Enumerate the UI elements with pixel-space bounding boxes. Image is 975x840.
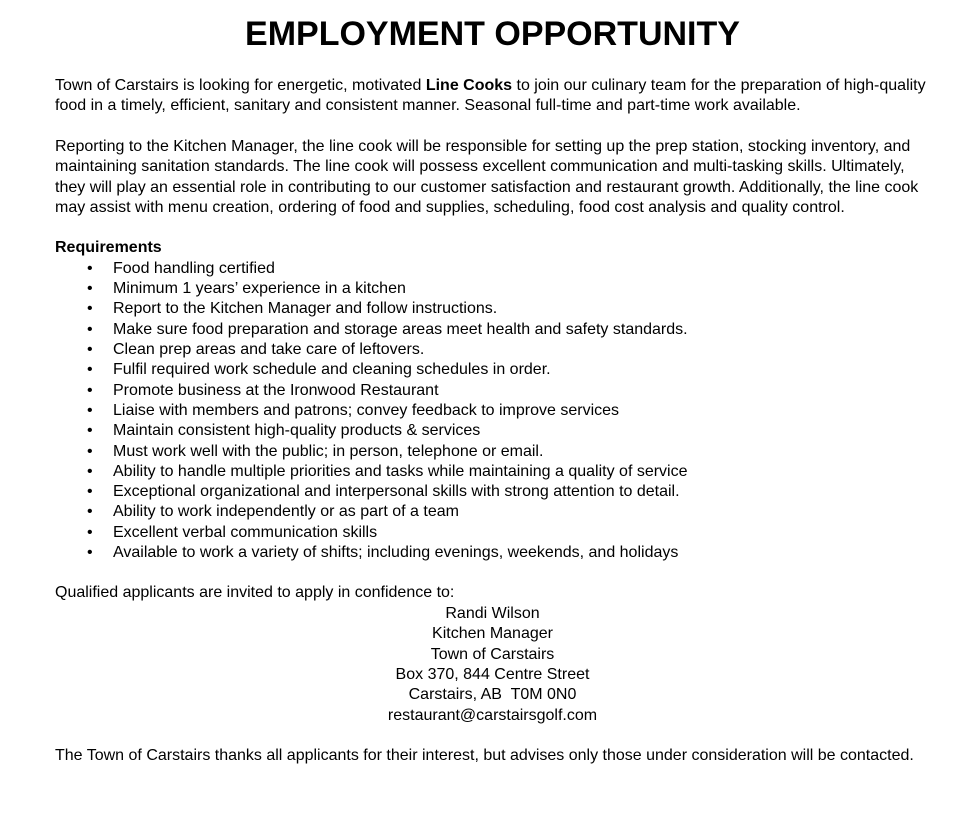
requirement-item bbox=[55, 299, 930, 319]
closing-paragraph: The Town of Carstairs thanks all applicants for their interest, but advises only those under consideration will be contacted. bbox=[55, 747, 914, 765]
intro-paragraph bbox=[55, 76, 930, 117]
requirement-text: Available to work a variety of shifts; including evenings, weekends, and holidays bbox=[113, 544, 679, 561]
requirement-item bbox=[55, 279, 930, 299]
bullet-icon: • bbox=[87, 361, 93, 379]
bullet-icon: • bbox=[87, 422, 93, 440]
bullet-icon: • bbox=[87, 523, 93, 541]
job-posting-document bbox=[55, 0, 930, 767]
requirements-list bbox=[55, 259, 930, 563]
contact-city: Carstairs, AB T0M 0N0 bbox=[408, 686, 577, 704]
requirement-item bbox=[55, 381, 930, 401]
requirement-item bbox=[55, 320, 930, 340]
bullet-icon: • bbox=[87, 259, 93, 277]
requirement-text: Report to the Kitchen Manager and follow instructions. bbox=[113, 300, 498, 318]
contact-block bbox=[55, 604, 930, 726]
requirement-item bbox=[55, 502, 930, 522]
requirement-item bbox=[55, 401, 930, 421]
requirement-text: Exceptional organizational and interpersonal skills with strong attention to detail. bbox=[113, 483, 680, 501]
job-title-highlight: Line Cooks bbox=[425, 77, 513, 94]
bullet-icon: • bbox=[87, 544, 93, 561]
requirement-text: Must work well with the public; in person, telephone or email. bbox=[113, 442, 544, 460]
intro-text-end: to join our culinary team for the preparation of high-quality food in a timely, efficient, sanitary and consistent manner. Seasonal full-time and part-time work available. bbox=[55, 77, 926, 115]
requirement-text: Make sure food preparation and storage areas meet health and safety standards. bbox=[113, 320, 688, 338]
bullet-icon: • bbox=[87, 341, 93, 359]
bullet-icon: • bbox=[87, 442, 93, 460]
requirement-text: Food handling certified bbox=[113, 259, 275, 277]
requirement-item bbox=[55, 523, 930, 543]
requirement-item bbox=[55, 360, 930, 380]
requirement-item bbox=[55, 482, 930, 502]
bullet-icon: • bbox=[87, 300, 93, 318]
contact-address: Box 370, 844 Centre Street bbox=[395, 665, 590, 683]
bullet-icon: • bbox=[87, 320, 93, 338]
requirement-item bbox=[55, 543, 930, 563]
requirement-text: Ability to work independently or as part of a team bbox=[113, 503, 459, 521]
bullet-icon: • bbox=[87, 381, 93, 399]
contact-position: Kitchen Manager bbox=[432, 625, 553, 643]
requirement-text: Fulfil required work schedule and cleaning schedules in order. bbox=[113, 361, 551, 379]
requirement-text: Ability to handle multiple priorities and tasks while maintaining a quality of service bbox=[113, 462, 688, 480]
requirement-item bbox=[55, 421, 930, 441]
reporting-paragraph: Reporting to the Kitchen Manager, the line cook will be responsible for setting up the prep station, stocking inventory, and maintaining sanitation standards. The line cook will possess excellent communication and multi-tasking skills. Ultimately, they will play an essential role in contributing to our customer satisfaction and restaurant growth. Additionally, the line cook may assist with menu creation, ordering of food and supplies, scheduling, food cost analysis and quality control. bbox=[55, 137, 919, 217]
bullet-icon: • bbox=[87, 280, 93, 298]
requirement-text: Minimum 1 years’ experience in a kitchen bbox=[113, 280, 406, 298]
requirement-text: Clean prep areas and take care of leftovers. bbox=[113, 341, 425, 359]
apply-instructions: Qualified applicants are invited to apply in confidence to: bbox=[55, 584, 455, 602]
bullet-icon: • bbox=[87, 462, 93, 480]
requirement-text: Liaise with members and patrons; convey feedback to improve services bbox=[113, 401, 620, 419]
requirement-item bbox=[55, 259, 930, 279]
requirements-heading: Requirements bbox=[55, 239, 162, 257]
bullet-icon: • bbox=[87, 401, 93, 419]
requirement-item bbox=[55, 340, 930, 360]
page-title: EMPLOYMENT OPPORTUNITY bbox=[245, 15, 740, 53]
requirement-text: Maintain consistent high-quality products & services bbox=[113, 422, 481, 440]
requirement-item bbox=[55, 442, 930, 462]
contact-organization: Town of Carstairs bbox=[430, 645, 555, 663]
requirement-text: Promote business at the Ironwood Restaurant bbox=[113, 381, 439, 399]
bullet-icon: • bbox=[87, 483, 93, 501]
intro-text-start: Town of Carstairs is looking for energetic, motivated bbox=[55, 77, 426, 94]
requirement-item bbox=[55, 462, 930, 482]
bullet-icon: • bbox=[87, 503, 93, 521]
contact-email: restaurant@carstairsgolf.com bbox=[387, 706, 598, 724]
requirement-text: Excellent verbal communication skills bbox=[113, 523, 378, 541]
contact-name: Randi Wilson bbox=[445, 604, 540, 622]
